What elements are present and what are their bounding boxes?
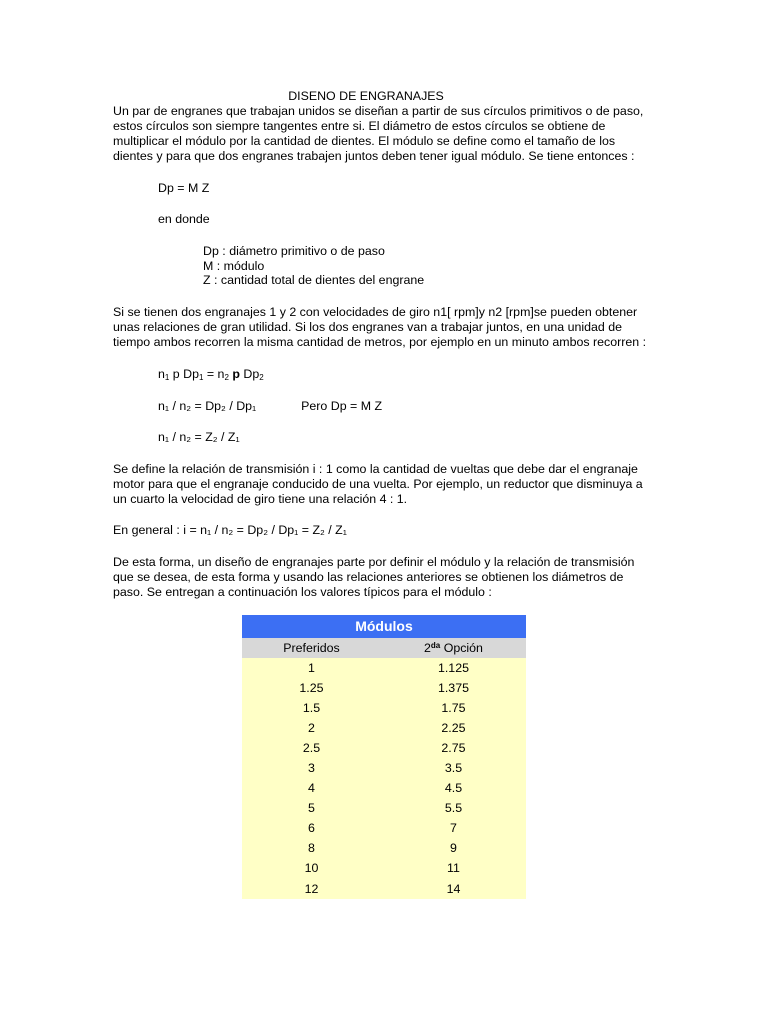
intro-line: estos círculos son siempre tangentes entre si. El diámetro de estos círculos se obtiene de (113, 119, 606, 133)
equation-3: n₁ / n₂ = Z₂ / Z₁ (158, 430, 240, 444)
table-row (242, 799, 526, 819)
cell-preferido: 5 (242, 799, 381, 819)
table-row (242, 698, 526, 718)
cell-preferido: 6 (242, 819, 381, 839)
velocity-paragraph (113, 305, 658, 350)
table-row (242, 839, 526, 859)
definition-z (203, 273, 424, 288)
table-row (242, 678, 526, 698)
intro-line: Un par de engranes que trabajan unidos se diseñan a partir de sus círculos primitivos o de paso, (113, 104, 644, 118)
cell-preferido: 1.25 (242, 678, 381, 698)
table-row (242, 879, 526, 899)
cell-segunda-opcion: 1.75 (381, 698, 526, 718)
cell-preferido: 3 (242, 758, 381, 778)
cell-preferido: 1.5 (242, 698, 381, 718)
paragraph-line: un cuarto la velocidad de giro tiene una relación 4 : 1. (113, 492, 408, 506)
definition-text: módulo (223, 259, 265, 273)
definition-text: cantidad total de dientes del engrane (220, 273, 425, 287)
equation-2-left: n₁ / n₂ = Dp₂ / Dp₁ (158, 399, 257, 413)
cell-segunda-opcion: 2.25 (381, 718, 526, 738)
equation-2 (158, 399, 382, 414)
cell-segunda-opcion: 11 (381, 859, 526, 879)
table-row (242, 819, 526, 839)
paragraph-line: Se define la relación de transmisión i : 1 como la cantidad de vueltas que debe dar el engranaje (113, 462, 638, 476)
table-row (242, 859, 526, 879)
table-row (242, 779, 526, 799)
intro-paragraph (113, 104, 658, 164)
cell-segunda-opcion: 1.375 (381, 678, 526, 698)
table-body (242, 658, 526, 899)
design-paragraph (113, 555, 658, 600)
cell-segunda-opcion: 3.5 (381, 758, 526, 778)
cell-preferido: 10 (242, 859, 381, 879)
table-row (242, 758, 526, 778)
cell-segunda-opcion: 9 (381, 839, 526, 859)
cell-preferido: 1 (242, 658, 381, 678)
paragraph-line: que se desea, de esta forma y usando las relaciones anteriores se obtienen los diámetros de (113, 570, 624, 584)
paragraph-line: unas relaciones de gran utilidad. Si los dos engranes van a trabajar juntos, en una unidad de (113, 320, 623, 334)
equation-1: $n_1$ p $Dp_1 = n_2$ p $Dp_2$ (158, 367, 264, 382)
intro-line: multiplicar el módulo por la cantidad de dientes. El módulo se define como el tamaño de los (113, 134, 616, 148)
cell-segunda-opcion: 1.125 (381, 658, 526, 678)
equation-2-right: Pero Dp = M Z (301, 399, 383, 413)
definition-m (203, 259, 264, 274)
cell-segunda-opcion: 2.75 (381, 738, 526, 758)
definition-dp (203, 244, 385, 259)
modules-table (242, 615, 526, 899)
paragraph-line: Si se tienen dos engranajes 1 y 2 con velocidades de giro n1[ rpm]y n2 [rpm]se pueden obtener (113, 305, 638, 319)
formula-main: Dp = M Z (158, 181, 210, 195)
cell-segunda-opcion: 5.5 (381, 799, 526, 819)
document-title: DISENO DE ENGRANAJES (288, 89, 444, 103)
definition-text: diámetro primitivo o de paso (229, 244, 385, 258)
cell-preferido: 8 (242, 839, 381, 859)
cell-preferido: 4 (242, 779, 381, 799)
cell-segunda-opcion: 7 (381, 819, 526, 839)
column-header-preferidos: Preferidos (242, 638, 381, 658)
column-header-segunda-opcion: $2^{da}$ Opción (381, 638, 526, 658)
table-row (242, 658, 526, 678)
general-equation: En general : i = n₁ / n₂ = Dp₂ / Dp₁ = Z₂ / Z₁ (113, 523, 347, 537)
paragraph-line: tiempo ambos recorren la misma cantidad de metros, por ejemplo en un minuto ambos recorren : (113, 335, 647, 349)
paragraph-line: De esta forma, un diseño de engranajes parte por definir el módulo y la relación de transmisión (113, 555, 635, 569)
cell-segunda-opcion: 14 (381, 879, 526, 899)
en-donde-text: en donde (158, 212, 210, 226)
paragraph-line: motor para que el engranaje conducido de una vuelta. Por ejemplo, un reductor que disminuya a (113, 477, 643, 491)
table-title: Módulos (242, 615, 526, 638)
intro-line: dientes y para que dos engranes trabajen juntos deben tener igual módulo. Se tiene entonces : (113, 149, 635, 163)
paragraph-line: paso. Se entregan a continuación los valores típicos para el módulo : (113, 585, 492, 599)
cell-segunda-opcion: 4.5 (381, 779, 526, 799)
cell-preferido: 2.5 (242, 738, 381, 758)
definition-label: Dp : (203, 244, 226, 258)
table-row (242, 738, 526, 758)
cell-preferido: 12 (242, 879, 381, 899)
transmission-paragraph (113, 462, 658, 507)
definition-label: M : (203, 259, 221, 273)
table-row (242, 718, 526, 738)
cell-preferido: 2 (242, 718, 381, 738)
definition-label: Z : (203, 273, 218, 287)
